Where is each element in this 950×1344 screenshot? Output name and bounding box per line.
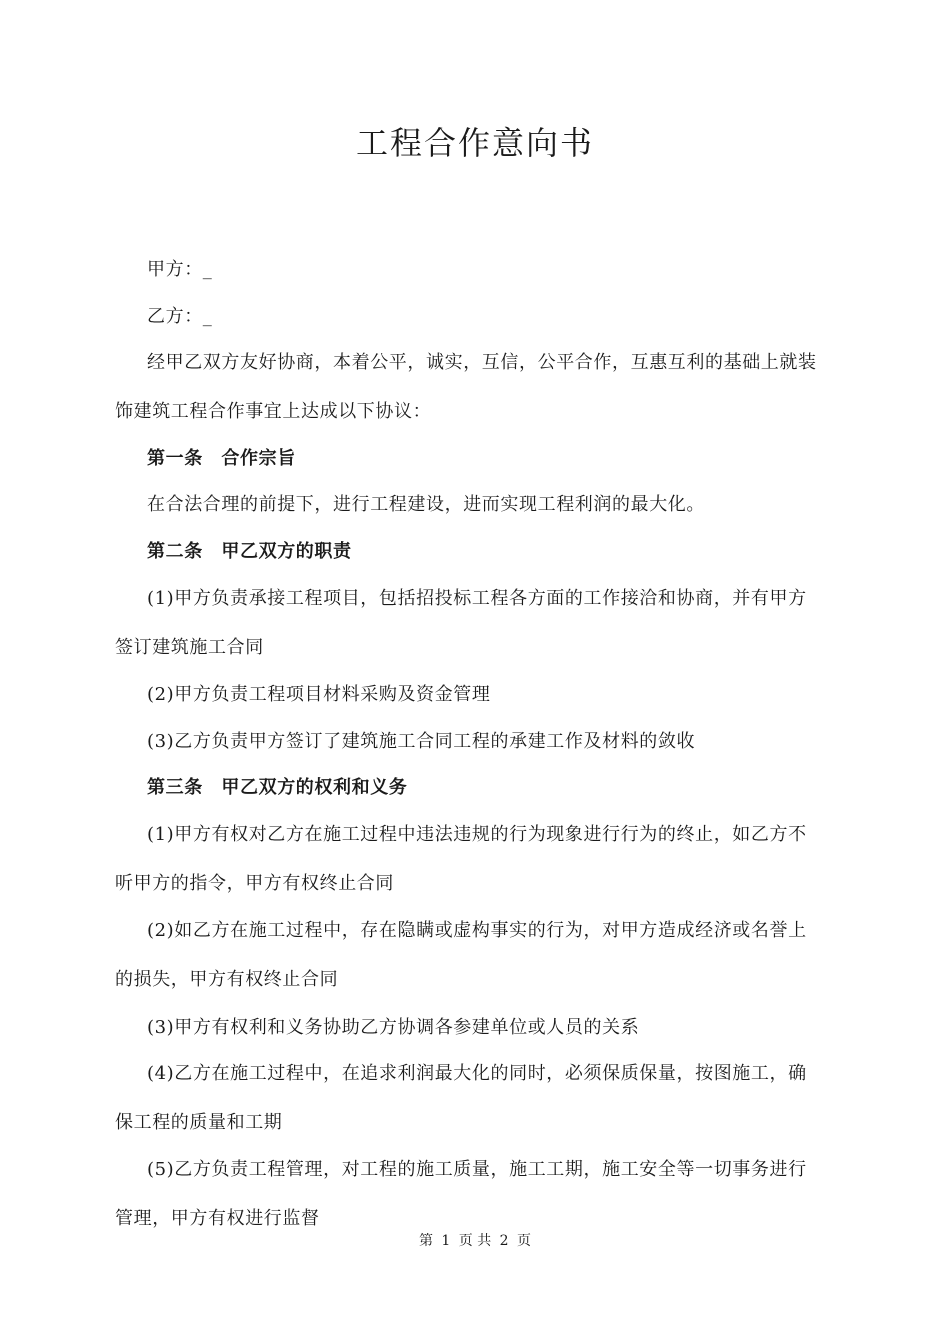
footer-middle: 页 共 xyxy=(458,1233,492,1249)
party-a-line: 甲方：_ xyxy=(147,259,213,280)
article-item-line: 签订建筑施工合同 xyxy=(115,637,264,658)
article-item-line: (3)甲方有权利和义务协助乙方协调各参建单位或人员的关系 xyxy=(147,1017,640,1038)
footer-page-number: 1 xyxy=(441,1233,451,1249)
article-heading: 第三条 甲乙双方的权利和义务 xyxy=(147,777,408,798)
footer-suffix: 页 xyxy=(517,1233,532,1249)
page-footer xyxy=(0,1230,950,1250)
article-item-line: (3)乙方负责甲方签订了建筑施工合同工程的承建工作及材料的敛收 xyxy=(147,731,696,752)
article-item-line: (1)甲方有权对乙方在施工过程中违法违规的行为现象进行行为的终止，如乙方不 xyxy=(147,824,807,845)
intro-paragraph-line: 经甲乙双方友好协商，本着公平，诚实，互信，公平合作，互惠互利的基础上就装 xyxy=(147,352,817,373)
article-item-line: (5)乙方负责工程管理，对工程的施工质量，施工工期，施工安全等一切事务进行 xyxy=(147,1159,807,1180)
article-item-line: (2)如乙方在施工过程中，存在隐瞒或虚构事实的行为，对甲方造成经济或名誉上 xyxy=(147,920,807,941)
article-item-line: (1)甲方负责承接工程项目，包括招投标工程各方面的工作接洽和协商，并有甲方 xyxy=(147,588,807,609)
article-heading: 第一条 合作宗旨 xyxy=(147,448,296,469)
footer-total-pages: 2 xyxy=(499,1233,509,1249)
article-text: 在合法合理的前提下，进行工程建设，进而实现工程利润的最大化。 xyxy=(147,494,705,515)
article-item-line: (2)甲方负责工程项目材料采购及资金管理 xyxy=(147,684,491,705)
article-item-line: (4)乙方在施工过程中，在追求利润最大化的同时，必须保质保量，按图施工，确 xyxy=(147,1063,807,1084)
article-item-line: 保工程的质量和工期 xyxy=(115,1112,283,1133)
article-item-line: 的损失，甲方有权终止合同 xyxy=(115,969,339,990)
party-b-line: 乙方：_ xyxy=(147,306,213,327)
article-item-line: 听甲方的指令，甲方有权终止合同 xyxy=(115,873,394,894)
document-title: 工程合作意向书 xyxy=(355,124,594,162)
footer-prefix: 第 xyxy=(418,1233,433,1249)
intro-paragraph-line: 饰建筑工程合作事宜上达成以下协议： xyxy=(115,401,432,422)
article-heading: 第二条 甲乙双方的职责 xyxy=(147,541,352,562)
article-item-line: 管理，甲方有权进行监督 xyxy=(115,1208,320,1229)
